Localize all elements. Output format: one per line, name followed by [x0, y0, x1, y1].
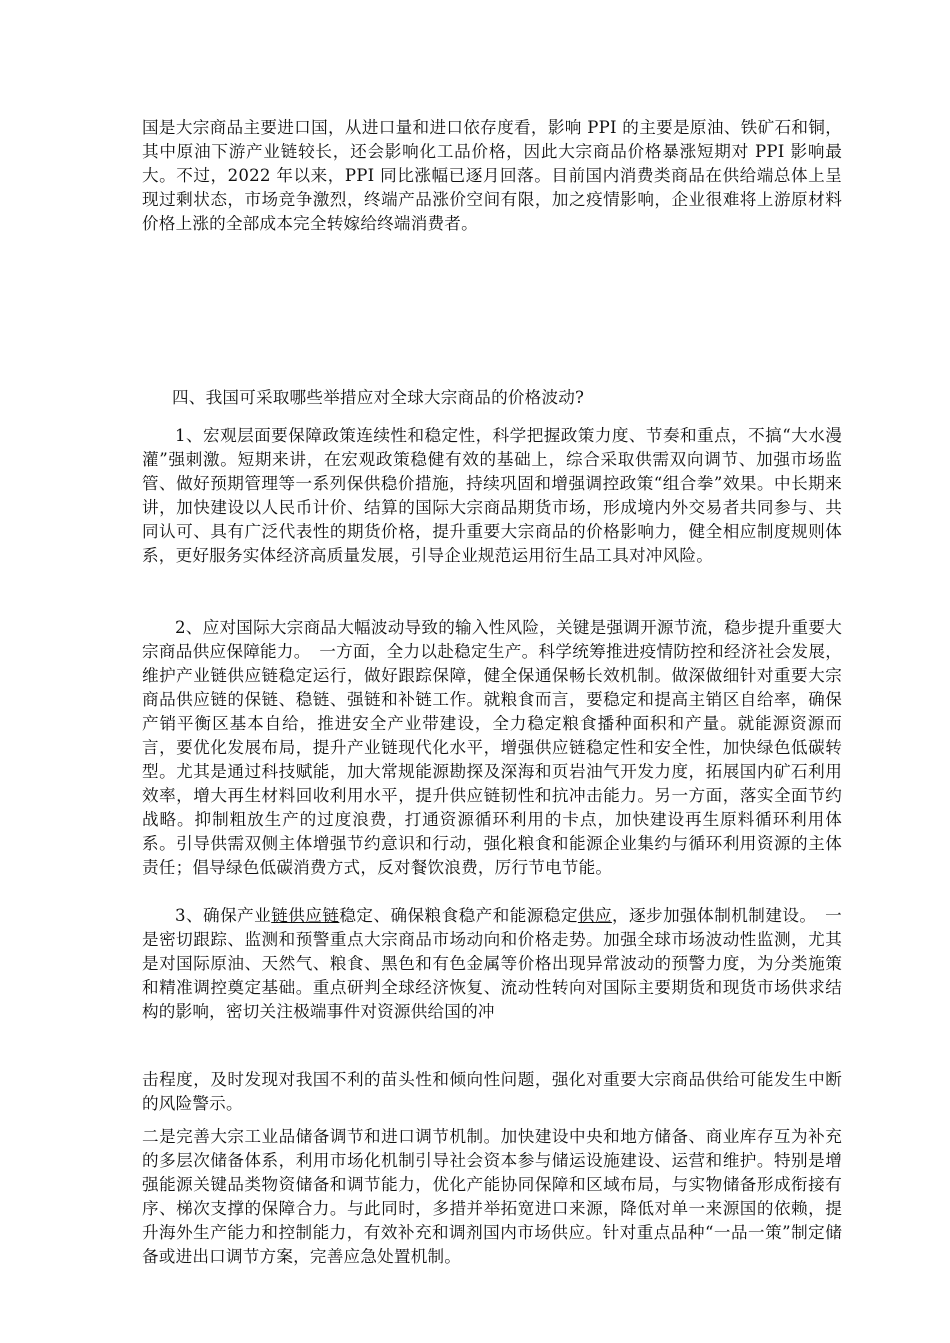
point-3-underlined-supply-chain: 链供应链 — [271, 906, 340, 925]
point-3-second-measure-paragraph: 二是完善大宗工业品储备调节和进口调节机制。加快建设中央和地方储备、商业库存互为补充的多层次储备体系，利用市场化机制引导社会资本参与储运设施建设、运营和维护。特别是增强能源关键品类物资储备和调节能力，优化产能协同保障和区域布局，与实物储备形成衔接有序、梯次支撑的保障合力。与此同时，多措并举拓宽进口来源，降低对单一来源国的依赖，提升海外生产能力和控制能力，有效补充和调剂国内市场供应。针对重点品种“一品一策”制定储备或进出口调节方案，完善应急处置机制。 — [142, 1127, 842, 1266]
point-3-underlined-supply: 供应 — [577, 906, 612, 925]
section-heading: 四、我国可采取哪些举措应对全球大宗商品的价格波动? — [172, 388, 585, 407]
point-3-text-c: 稳定、确保粮食稳产和能源稳定 — [339, 906, 578, 925]
intro-paragraph: 国是大宗商品主要进口国，从进口量和进口依存度看，影响 PPI 的主要是原油、铁矿石和铜，其中原油下游产业链较长，还会影响化工品价格，因此大宗商品价格暴涨短期对 PPI 影响最大。不过，2022 年以来，PPI 同比涨幅已逐月回落。目前国内消费类商品在供给端总体上呈现过剩状态，市场竞争激烈，终端产品涨价空间有限，加之疫情影响，企业很难将上游原材料价格上涨的全部成本完全转嫁给终端消费者。 — [142, 118, 842, 233]
point-3-text-a: 3、确保产业 — [175, 906, 272, 925]
point-3-paragraph — [142, 904, 842, 1024]
point-3-text-e: ，逐步加强体制机制建设。 一是密切跟踪、监测和预警重点大宗商品市场动向和价格走势。加强全球市场波动性监测，尤其是对国际原油、天然气、粮食、黑色和有色金属等价格出现异常波动的预警力度，为分类施策和精准调控奠定基础。重点研判全球经济恢复、流动性转向对国际主要期货和现货市场供求结构的影响，密切关注极端事件对资源供给国的冲 — [142, 906, 842, 1021]
point-2-paragraph: 2、应对国际大宗商品大幅波动导致的输入性风险，关键是强调开源节流，稳步提升重要大宗商品供应保障能力。 一方面，全力以赴稳定生产。科学统筹推进疫情防控和经济社会发展，维护产业链供应链稳定运行，做好跟踪保障，健全保通保畅长效机制。做深做细针对重要大宗商品供应链的保链、稳链、强链和补链工作。就粮食而言，要稳定和提高主销区自给率，确保产销平衡区基本自给，推进安全产业带建设，全力稳定粮食播种面积和产量。就能源资源而言，要优化发展布局，提升产业链现代化水平，增强供应链稳定性和安全性，加快绿色低碳转型。尤其是通过科技赋能，加大常规能源勘探及深海和页岩油气开发力度，拓展国内矿石利用效率，增大再生材料回收利用水平，提升供应链韧性和抗冲击能力。另一方面，落实全面节约战略。抑制粗放生产的过度浪费，打通资源循环利用的卡点，加快建设再生原料循环利用体系。引导供需双侧主体增强节约意识和行动，强化粮食和能源企业集约与循环利用资源的主体责任；倡导绿色低碳消费方式，反对餐饮浪费，厉行节电节能。 — [142, 618, 842, 877]
point-1-paragraph: 1、宏观层面要保障政策连续性和稳定性，科学把握政策力度、节奏和重点，不搞“大水漫灌”强刺激。短期来讲，在宏观政策稳健有效的基础上，综合采取供需双向调节、加强市场监管、做好预期管理等一系列保供稳价措施，持续巩固和增强调控政策“组合拳”效果。中长期来讲，加快建设以人民币计价、结算的国际大宗商品期货市场，形成境内外交易者共同参与、共同认可、具有广泛代表性的期货价格，提升重要大宗商品的价格影响力，健全相应制度规则体系，更好服务实体经济高质量发展，引导企业规范运用衍生品工具对冲风险。 — [142, 426, 842, 565]
continuation-paragraph: 击程度，及时发现对我国不利的苗头性和倾向性问题，强化对重要大宗商品供给可能发生中断的风险警示。 — [142, 1070, 842, 1113]
